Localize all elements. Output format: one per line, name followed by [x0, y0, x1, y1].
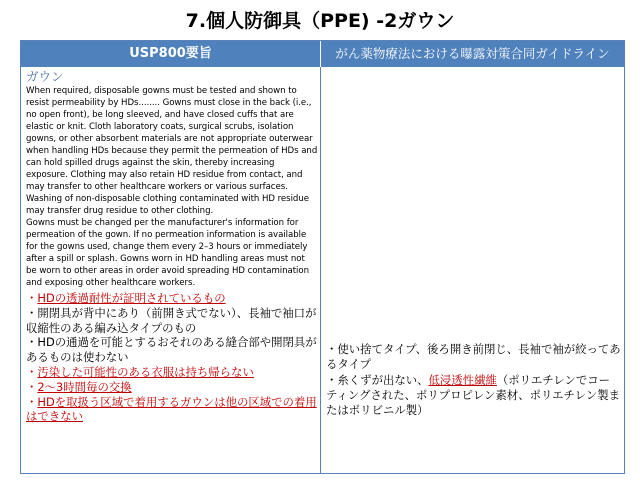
low-permeability-fiber: 低浸透性繊維 — [428, 373, 497, 387]
bullet-text: 汚染した可能性のある衣服は持ち帰らない — [37, 364, 254, 379]
bullet-marker: ・ — [26, 394, 38, 409]
usp800-summary-cell — [26, 70, 318, 472]
header-guideline: がん薬物療法における曝露対策合同ガイドライン — [320, 41, 624, 67]
english-paragraph-1: When required, disposable gowns must be tested and shown to resist permeability by HDs........ Gowns must close in the back (i.e., no open front), be long sleeved, and have closed cuffs that are elastic or knit. Cloth laboratory coats, surgical scrubs, isolation gowns, or other absorbent materials are not appropriate outerwear when handling HDs because they permit the permeation of HDs and can hold spilled drugs against the skin, thereby increasing exposure. Clothing may also retain HD residue from contact, and may transfer to other healthcare workers or various surfaces. Washing of non-disposable clothing contaminated with HD residue may transfer drug residue to other clothing. — [26, 86, 318, 216]
bullet-text-start: ・糸くずが出ない、 — [326, 373, 429, 387]
list-item: ・HDの通過を可能とするおそれのある縫合部や開閉具があるものは使わない — [26, 335, 317, 365]
bullet-text: HDの透過耐性が証明されているもの — [37, 291, 226, 305]
guideline-cell — [326, 342, 621, 419]
column-divider — [320, 67, 321, 473]
guideline-bullet-list — [326, 342, 621, 418]
header-usp800: USP800要旨 — [21, 41, 320, 67]
bullet-marker: ・ — [26, 364, 38, 379]
bullet-text-end: （ポリエチレンでコーティングされた、ポリプロピレン素材、ポリエチレン製またはポリビニル製） — [326, 373, 620, 417]
list-item — [26, 380, 318, 395]
list-item — [326, 373, 621, 418]
bullet-text: HDを取扱う区域で着用するガウンは他の区域での着用はできない — [26, 394, 317, 424]
bullet-marker: ・ — [26, 291, 38, 305]
list-item: ・開閉具が背中にあり（前開き式でない）、長袖で袖口が収縮性のある編み込タイプのもの — [26, 305, 317, 335]
bullet-marker: ・ — [26, 379, 38, 394]
list-item: ・使い捨てタイプ、後ろ開き前閉じ、長袖で袖が絞ってあるタイプ — [326, 342, 621, 371]
list-item — [26, 365, 318, 380]
english-paragraph-2: Gowns must be changed per the manufacturer's information for permeation of the gown. If no permeation information is available for the gowns used, change them every 2–3 hours or immediately after a spill or splash. Gowns worn in HD handling areas must not be worn to other areas in order avoid spreading HD contamination and exposing other healthcare workers. — [26, 218, 309, 288]
usp800-bullet-list — [26, 291, 318, 424]
comparison-table — [20, 40, 625, 474]
slide-title: 7.個人防御具（PPE) -2ガウン — [185, 10, 455, 32]
bullet-text: 2～3時間毎の交換 — [37, 379, 132, 394]
list-item — [26, 291, 318, 306]
gown-label: ガウン — [26, 70, 64, 84]
list-item — [26, 395, 318, 425]
